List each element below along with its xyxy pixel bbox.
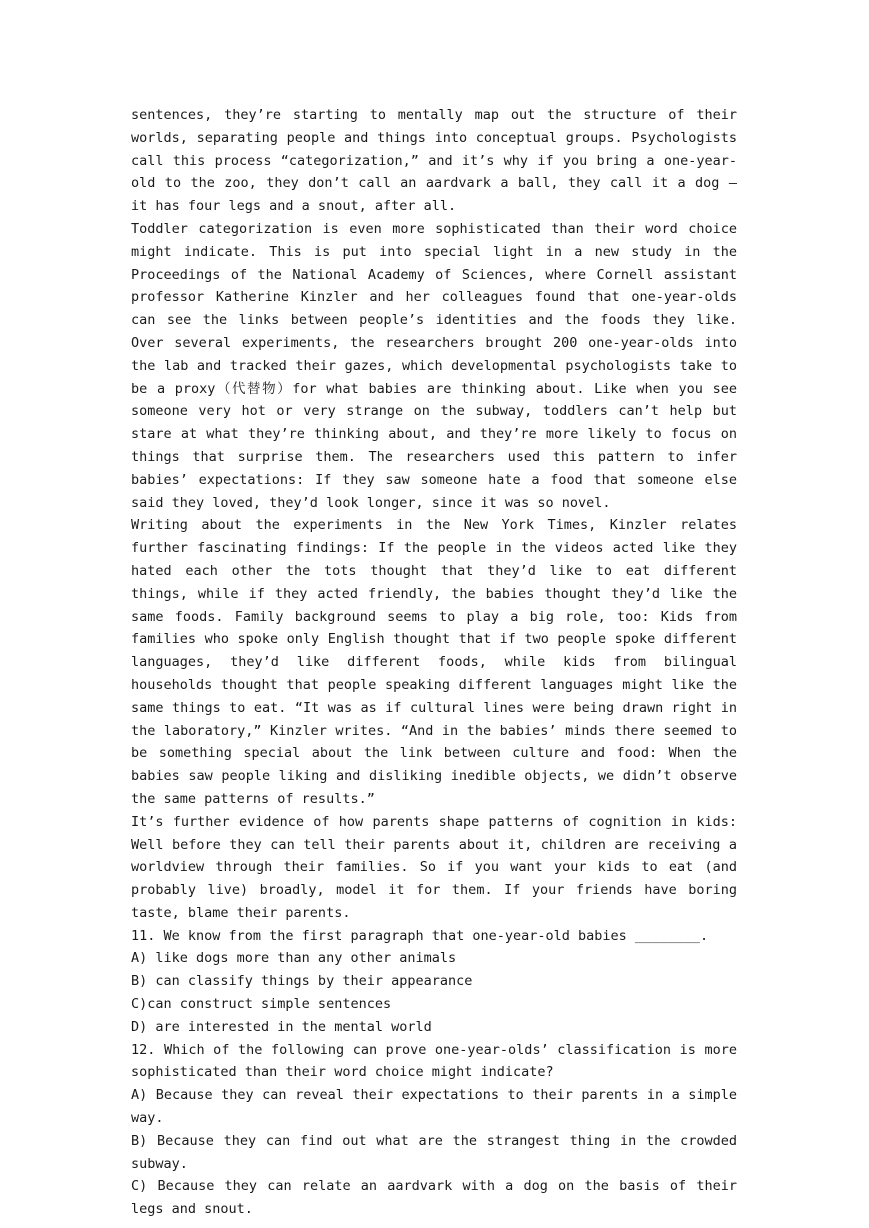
passage-paragraph-2: Toddler categorization is even more sophisticated than their word choice might indicate. This is put into special light in a new study in the Proceedings of the National Academy of Sciences, where Cornell assistant professor Katherine Kinzler and her colleagues found that one-year-olds can see the links between people’s identities and the foods they like. Over several experiments, the researchers brought 200 one-year-olds into the lab and tracked their gazes, which developmental psychologists take to be a proxy（代替物）for what babies are thinking about. Like when you see someone very hot or very strange on the subway, toddlers can’t help but stare at what they’re thinking about, and they’re more likely to focus on things that surprise them. The researchers used this pattern to infer babies’ expectations: If they saw someone hate a food that someone else said they loved, they’d look longer, since it was so novel. bbox=[131, 220, 737, 511]
passage-paragraph-1: sentences, they’re starting to mentally map out the structure of their worlds, separating people and things into conceptual groups. Psychologists call this process “categorization,” and it’s why if you bring a one-year-old to the zoo, they don’t call an aardvark a ball, they call it a dog — it has four legs and a snout, after all. bbox=[131, 107, 737, 215]
option-d: D) are interested in the mental world bbox=[131, 1018, 432, 1035]
option-a: A) Because they can reveal their expectations to their parents in a simple way. bbox=[131, 1087, 737, 1127]
option-b: B) Because they can find out what are the strangest thing in the crowded subway. bbox=[131, 1132, 737, 1172]
option-c: C) Because they can relate an aardvark with a dog on the basis of their legs and snout. bbox=[131, 1178, 737, 1218]
question-stem: 12. Which of the following can prove one-year-olds’ classification is more sophisticated than their word choice might indicate? bbox=[131, 1041, 737, 1081]
option-b: B) can classify things by their appearance bbox=[131, 973, 473, 990]
option-c: C)can construct simple sentences bbox=[131, 996, 392, 1013]
option-a: A) like dogs more than any other animals bbox=[131, 950, 457, 967]
passage-paragraph-4: It’s further evidence of how parents shape patterns of cognition in kids: Well before they can tell their parents about it, children are receiving a worldview through their families. So if you want your kids to eat (and probably live) broadly, model it for them. If your friends have boring taste, blame their parents. bbox=[131, 813, 737, 921]
question-11 bbox=[131, 925, 737, 1039]
question-12 bbox=[131, 1039, 737, 1221]
question-stem: 11. We know from the first paragraph that one-year-old babies ________. bbox=[131, 927, 709, 944]
document-page bbox=[131, 104, 737, 1221]
passage-paragraph-3: Writing about the experiments in the New York Times, Kinzler relates further fascinating findings: If the people in the videos acted like they hated each other the tots thought that they’d like to eat different things, while if they acted friendly, the babies thought they’d like the same foods. Family background seems to play a big role, too: Kids from families who spoke only English thought that if two people spoke different languages, they’d like different foods, while kids from bilingual households thought that people speaking different languages might like the same things to eat. “It was as if cultural lines were being drawn right in the laboratory,” Kinzler writes. “And in the babies’ minds there seemed to be something special about the link between culture and food: When the babies saw people liking and disliking inedible objects, we didn’t observe the same patterns of results.” bbox=[131, 517, 737, 807]
